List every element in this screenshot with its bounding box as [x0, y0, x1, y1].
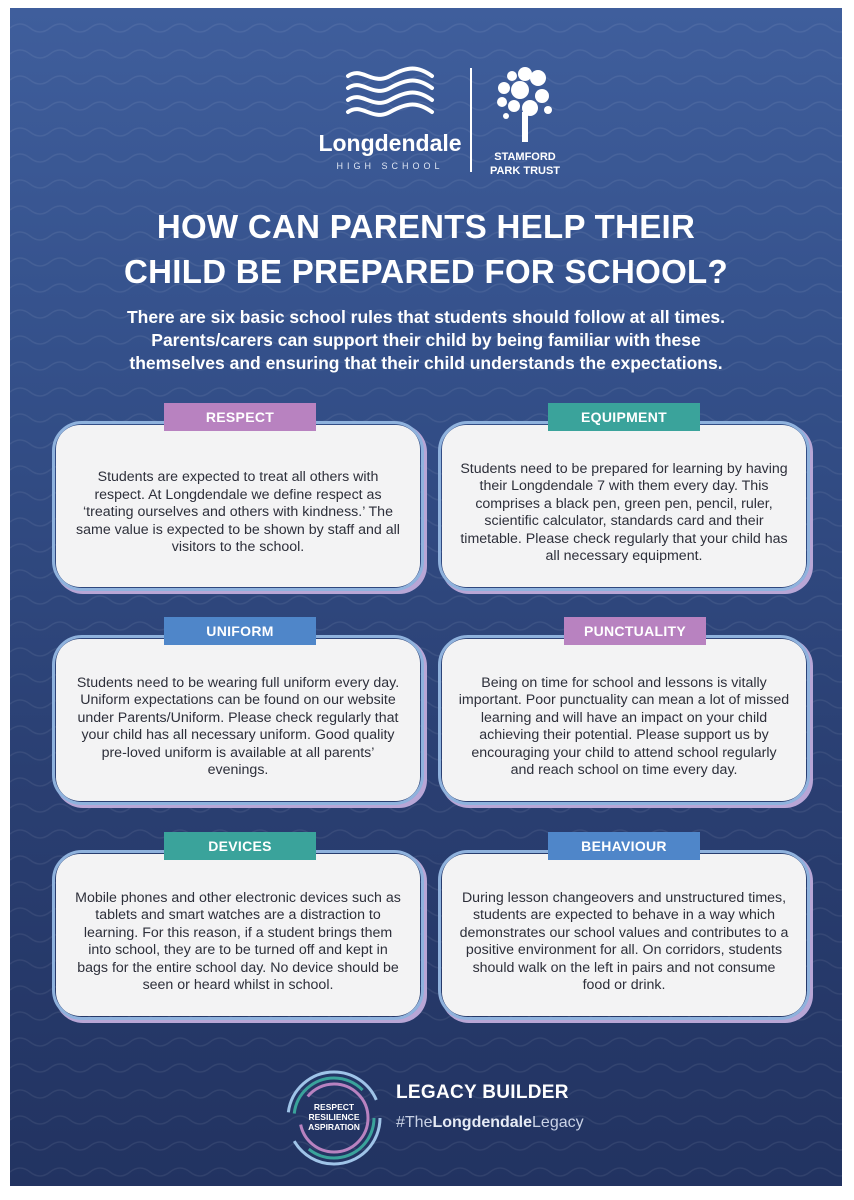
footer-title: LEGACY BUILDER [396, 1082, 569, 1103]
wave-line [10, 180, 842, 188]
hashtag-suffix: Legacy [532, 1114, 584, 1131]
footer-branding [396, 1082, 584, 1132]
badge-line1: RESPECT [313, 1102, 355, 1112]
badge-line2: RESILIENCE [308, 1112, 360, 1122]
badge-line3: ASPIRATION [308, 1122, 360, 1132]
wave-line [10, 804, 842, 812]
wave-line [10, 388, 842, 396]
trust-name-line2: PARK TRUST [489, 165, 561, 177]
rule-label-devices: DEVICES [164, 832, 316, 860]
wave-line [10, 622, 842, 630]
school-logo [310, 66, 470, 176]
values-badge-icon [282, 1066, 386, 1170]
intro-paragraph [50, 306, 802, 375]
rule-card-text: Mobile phones and other electronic devices such as tablets and smart watches are a distraction to learning. For this reason, if a student brings them into school, they are to be turned off and kept in bags for the entire school day. No device should be seen or heard whilst in school. [75, 889, 401, 993]
poster [10, 8, 842, 1186]
intro-line1: There are six basic school rules that students should follow at all times. [126, 307, 726, 327]
trust-logo [480, 64, 570, 176]
rule-card-text: During lesson changeovers and unstructured times, students are expected to behave in a way which demonstrates our school values and contributes to a positive environment for all. On corridors, students should walk on the left in pairs and not consume food or drink. [459, 889, 789, 993]
page-title-line1: HOW CAN PARENTS HELP THEIR [156, 208, 696, 245]
wave-line [10, 1168, 842, 1176]
school-subtitle: HIGH SCHOOL [336, 161, 444, 171]
rule-label-equipment: EQUIPMENT [548, 403, 700, 431]
footer-hashtag [396, 1114, 584, 1132]
rule-card-uniform [52, 635, 424, 805]
trust-name-line1: STAMFORD [494, 151, 556, 163]
wave-line [10, 24, 842, 32]
page-title-line2: CHILD BE PREPARED FOR SCHOOL? [124, 253, 728, 290]
wave-line [10, 596, 842, 604]
rule-card-text: Students need to be wearing full uniform every day. Uniform expectations can be found on our website under Parents/Uniform. Please check regularly that your child has all necessary uniform. Good quality pre-loved uniform is available at all parents’ evenings. [76, 674, 400, 778]
rule-card-behaviour [438, 850, 810, 1020]
rule-card-respect [52, 421, 424, 591]
wave-line [10, 830, 842, 838]
wave-line [10, 1064, 842, 1072]
school-name: Longdendale [318, 130, 462, 156]
rule-label-uniform: UNIFORM [164, 617, 316, 645]
rule-label-behaviour: BEHAVIOUR [548, 832, 700, 860]
wave-line [10, 1142, 842, 1150]
rule-card-devices [52, 850, 424, 1020]
intro-line2: Parents/carers can support their child by being familiar with these [151, 330, 701, 350]
wave-line [10, 1038, 842, 1046]
rule-label-punctuality: PUNCTUALITY [564, 617, 706, 645]
page-title [10, 204, 842, 294]
rule-card-text: Students are expected to treat all others with respect. At Longdendale we define respect as ‘treating ourselves and others with kindness.’ The same value is expected to be shown by staff and all visitors to the school. [76, 469, 400, 556]
rule-card-punctuality [438, 635, 810, 805]
wave-line [10, 50, 842, 58]
hashtag-prefix: #The [396, 1114, 433, 1131]
intro-line3: themselves and ensuring that their child understands the expectations. [129, 353, 723, 373]
school-wave-logo-icon [342, 66, 438, 124]
rule-card-equipment [438, 421, 810, 591]
tree-logo-icon [490, 64, 560, 144]
hashtag-bold: Longdendale [432, 1114, 533, 1131]
rule-label-respect: RESPECT [164, 403, 316, 431]
logo-divider [470, 68, 472, 172]
rule-card-text: Students need to be prepared for learning by having their Longdendale 7 with them every day. This comprises a black pen, green pen, pencil, ruler, scientific calculator, standards card and their timetable. Please check regularly that your child has all necessary equipment. [460, 460, 788, 564]
rule-card-text: Being on time for school and lessons is vitally important. Poor punctuality can mean a lot of missed learning and will have an impact on your child achieving their potential. Please support us by encouraging your child to attend school regularly and reach school on time every day. [458, 674, 790, 778]
